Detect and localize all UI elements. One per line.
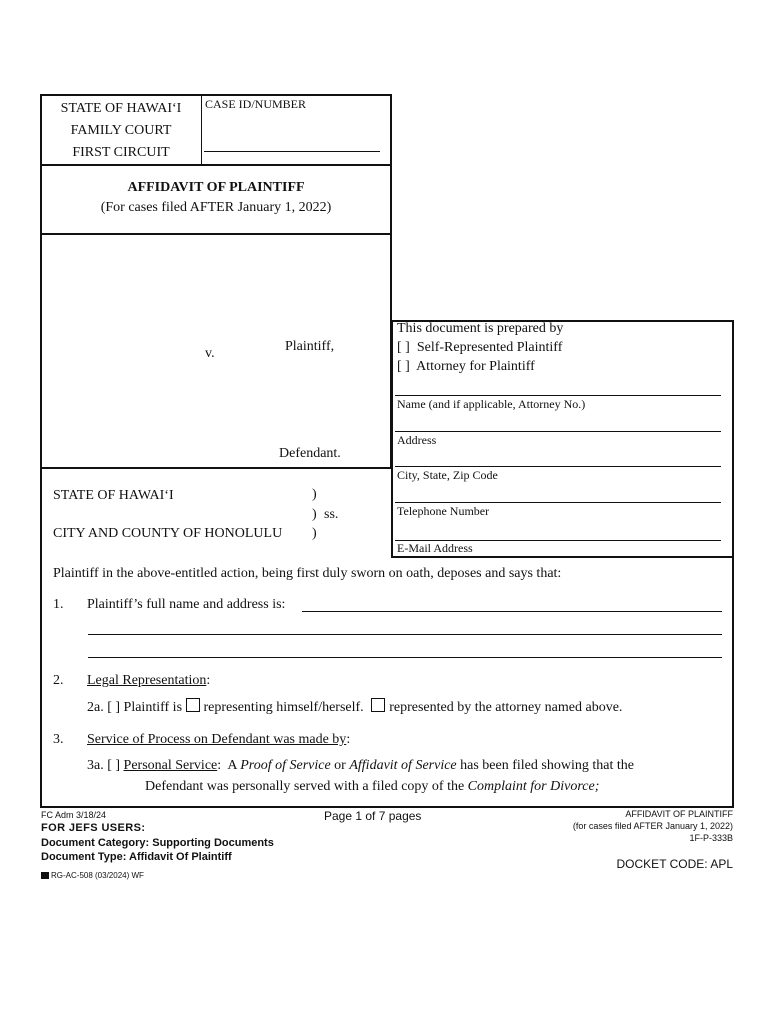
form-number: 1F-P-333B <box>689 833 733 843</box>
rg-logo-icon <box>41 872 49 879</box>
page-number: Page 1 of 7 pages <box>324 809 422 823</box>
item-2a-row <box>87 698 622 716</box>
phone-field-line[interactable] <box>395 502 721 503</box>
name-field-label: Name (and if applicable, Attorney No.) <box>397 397 586 411</box>
item-2-heading-row <box>87 673 210 689</box>
case-id-label: CASE ID/NUMBER <box>205 97 307 111</box>
item-2-number: 2. <box>53 673 64 688</box>
option-self-label: Self-Represented Plaintiff <box>416 340 563 355</box>
venue-state: STATE OF HAWAI‘I <box>53 488 174 503</box>
venue-ss: ss. <box>324 507 339 522</box>
venue-county: CITY AND COUNTY OF HONOLULU <box>53 526 283 541</box>
court-line-state: STATE OF HAWAI‘I <box>60 101 182 116</box>
footer-title: AFFIDAVIT OF PLAINTIFF <box>625 809 733 819</box>
item-3a-proof: Proof of Service <box>240 758 331 773</box>
item-3a-heading: Personal Service <box>123 758 218 773</box>
item-3a-affidavit: Affidavit of Service <box>349 758 457 773</box>
case-id-field[interactable] <box>204 151 380 152</box>
parties-box <box>40 233 392 469</box>
item-3a-or: or <box>330 758 350 773</box>
item-2a-plaintiff-is: Plaintiff is <box>123 700 183 715</box>
versus-label: v. <box>205 346 215 361</box>
item-2a-bracket[interactable]: [ ] <box>107 700 121 715</box>
item-3a-complaint: Complaint for Divorce; <box>467 779 600 794</box>
item-3a-a: : A <box>217 758 241 773</box>
item-1-line-2[interactable] <box>88 634 722 635</box>
address-field-label: Address <box>397 433 437 447</box>
item-1-text: Plaintiff’s full name and address is: <box>87 597 286 612</box>
item-3a-line2: Defendant was personally served with a filed copy of the <box>145 779 468 794</box>
court-line-family: FAMILY COURT <box>70 123 172 138</box>
document-type: Document Type: Affidavit Of Plaintiff <box>41 851 232 863</box>
attorney-represented-checkbox[interactable] <box>371 698 385 712</box>
city-field-line[interactable] <box>395 466 721 467</box>
fc-adm-label: FC Adm 3/18/24 <box>41 810 107 820</box>
item-2-colon: : <box>206 673 211 688</box>
item-1-line-3[interactable] <box>88 657 722 658</box>
item-1-line-1[interactable] <box>302 611 722 612</box>
court-name <box>42 98 200 164</box>
venue-paren-2: ) <box>312 507 317 522</box>
defendant-label: Defendant. <box>279 446 341 461</box>
phone-field-label: Telephone Number <box>397 504 490 518</box>
docket-code: DOCKET CODE: APL <box>616 857 733 871</box>
item-3a-row <box>87 758 634 774</box>
self-representing-checkbox[interactable] <box>186 698 200 712</box>
item-2-heading: Legal Representation <box>87 673 207 688</box>
item-3a-rest: has been filed showing that the <box>456 758 634 773</box>
option-attorney[interactable] <box>397 359 535 375</box>
option-attorney-label: Attorney for Plaintiff <box>416 359 535 374</box>
city-field-label: City, State, Zip Code <box>397 468 498 482</box>
intro-text: Plaintiff in the above-entitled action, being first duly sworn on oath, deposes and says that: <box>53 566 562 581</box>
rg-code-row <box>41 871 144 880</box>
plaintiff-label: Plaintiff, <box>285 339 335 354</box>
name-field-line[interactable] <box>395 395 721 396</box>
prepared-by-heading: This document is prepared by <box>397 321 564 336</box>
item-2a-number: 2a. <box>87 700 104 715</box>
document-title: AFFIDAVIT OF PLAINTIFF <box>127 180 305 195</box>
item-3-heading-row <box>87 732 350 748</box>
item-3-colon: : <box>346 732 351 747</box>
rg-code: RG-AC-508 (03/2024) WF <box>51 871 144 880</box>
item-3a-bracket[interactable]: [ ] <box>107 758 121 773</box>
header-divider <box>201 95 202 165</box>
item-3a-number: 3a. <box>87 758 104 773</box>
option-attorney-bracket[interactable]: [ ] <box>397 359 410 374</box>
venue-paren-3: ) <box>312 526 317 541</box>
item-3-number: 3. <box>53 732 64 747</box>
item-3-heading: Service of Process on Defendant was made by <box>87 732 347 747</box>
court-line-circuit: FIRST CIRCUIT <box>72 145 170 160</box>
document-category: Document Category: Supporting Documents <box>41 837 274 849</box>
jefs-users-heading: FOR JEFS USERS: <box>41 822 146 834</box>
body-left-border <box>40 467 42 557</box>
item-1-number: 1. <box>53 597 64 612</box>
item-2a-option-1: representing himself/herself. <box>203 700 364 715</box>
option-self-bracket[interactable]: [ ] <box>397 340 410 355</box>
document-subtitle: (For cases filed AFTER January 1, 2022) <box>100 200 332 215</box>
footer-subtitle: (for cases filed AFTER January 1, 2022) <box>572 821 733 831</box>
venue-paren-1: ) <box>312 487 317 502</box>
option-self-represented[interactable] <box>397 340 562 356</box>
address-field-line[interactable] <box>395 431 721 432</box>
item-2a-option-2: represented by the attorney named above. <box>389 700 623 715</box>
email-field-label: E-Mail Address <box>397 541 473 555</box>
item-3a-row-2 <box>145 779 599 795</box>
